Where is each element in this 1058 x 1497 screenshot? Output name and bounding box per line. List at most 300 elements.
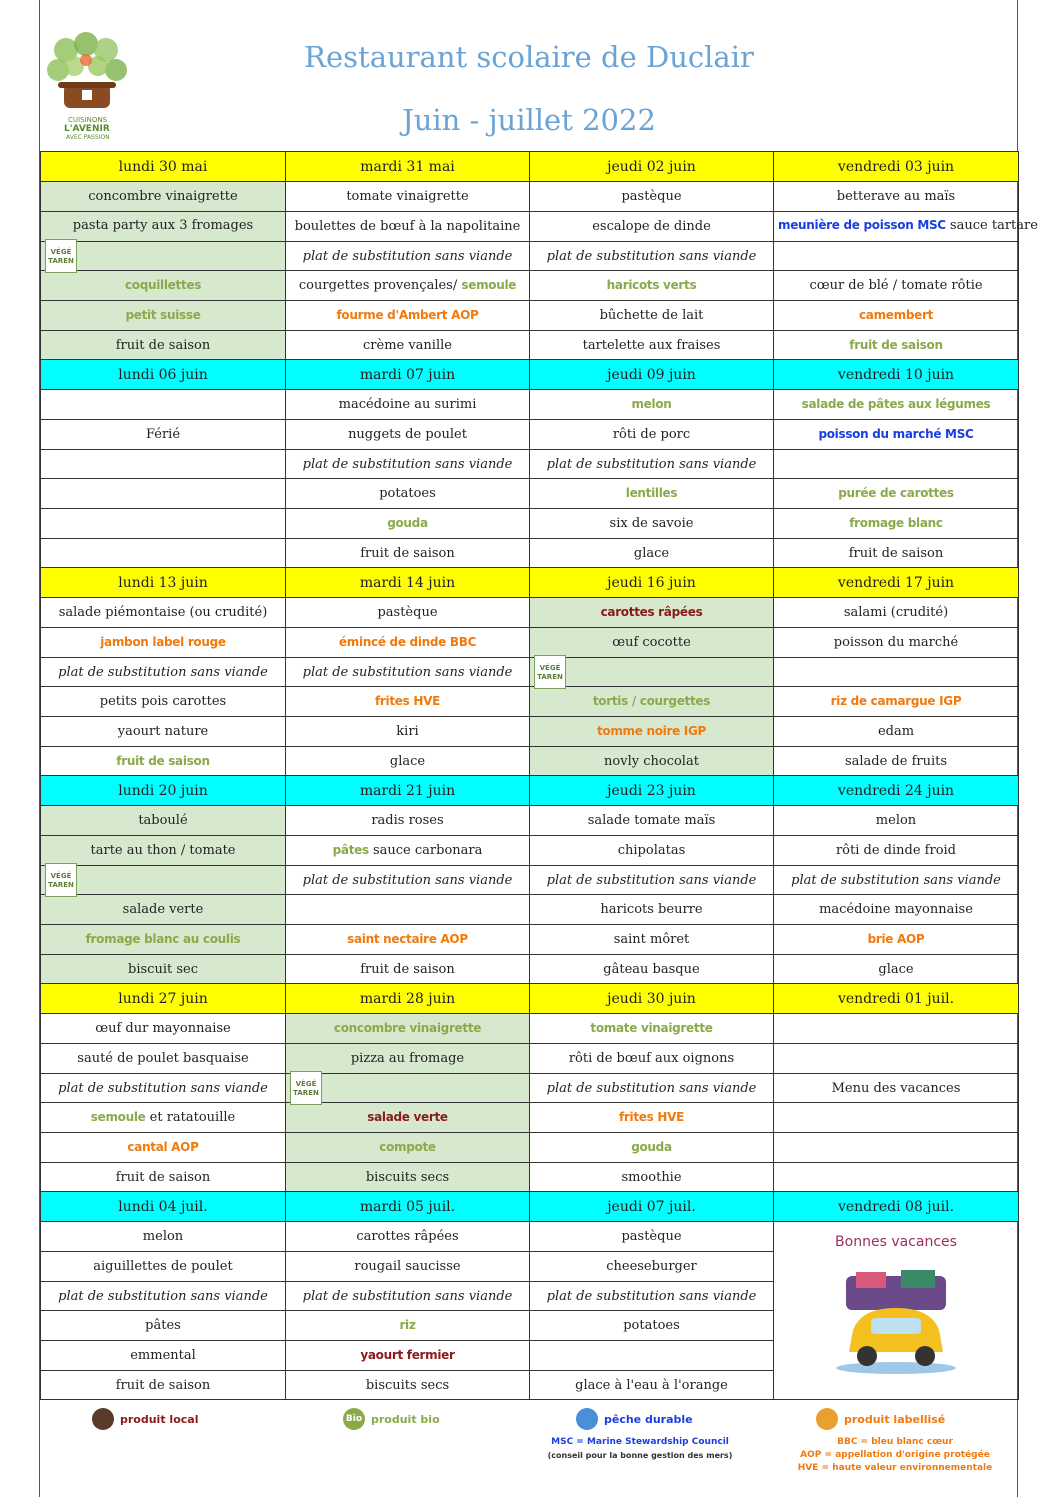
menu-cell bbox=[530, 687, 774, 717]
dish-text: tortis / courgettes bbox=[592, 694, 711, 708]
dish-text: gouda bbox=[387, 516, 428, 530]
bio-label: semoule bbox=[461, 278, 517, 292]
menu-cell bbox=[41, 1074, 286, 1103]
menu-cell bbox=[41, 420, 286, 450]
day-header: vendredi 01 juil. bbox=[774, 984, 1019, 1014]
menu-row bbox=[41, 806, 1019, 836]
dish-text: bûchette de lait bbox=[599, 308, 704, 323]
dish-text: smoothie bbox=[621, 1169, 682, 1185]
dish-text: plat de substitution sans viande bbox=[58, 664, 268, 680]
vegetarian-badge-icon: VÉGÉ TAREN bbox=[45, 863, 77, 897]
dish-text: betterave au maïs bbox=[836, 189, 956, 204]
menu-cell bbox=[41, 1103, 286, 1133]
day-header-row bbox=[41, 984, 1019, 1014]
bio-product-icon: Bio bbox=[343, 1408, 365, 1430]
day-header: vendredi 08 juil. bbox=[774, 1192, 1019, 1222]
menu-cell bbox=[41, 747, 286, 776]
menu-cell bbox=[41, 479, 286, 509]
day-header: lundi 20 juin bbox=[41, 776, 286, 806]
day-header: jeudi 07 juil. bbox=[530, 1192, 774, 1222]
day-header: vendredi 17 juin bbox=[774, 568, 1019, 598]
legend-labellise-label: produit labellisé bbox=[844, 1412, 946, 1426]
menu-cell bbox=[530, 1282, 774, 1311]
menu-cell bbox=[41, 658, 286, 687]
day-header-row bbox=[41, 776, 1019, 806]
menu-row bbox=[41, 925, 1019, 955]
dish-text: edam bbox=[877, 724, 915, 739]
day-header-row bbox=[41, 568, 1019, 598]
menu-cell bbox=[286, 301, 530, 331]
dish-text: plat de substitution sans viande bbox=[546, 872, 757, 888]
menu-cell bbox=[774, 539, 1019, 568]
dish-text: rôti de dinde froid bbox=[835, 843, 957, 858]
day-header: mardi 14 juin bbox=[286, 568, 530, 598]
dish-text: glace à l'eau à l'orange bbox=[575, 1377, 728, 1393]
dish-text: concombre vinaigrette bbox=[88, 189, 238, 204]
menu-cell bbox=[530, 895, 774, 925]
menu-cell bbox=[41, 1222, 286, 1252]
legend-msc-note: MSC = Marine Stewardship Council (conseil pour la bonne gestion des mers) bbox=[547, 1437, 733, 1460]
menu-cell bbox=[530, 450, 774, 479]
day-header: mardi 07 juin bbox=[286, 360, 530, 390]
menu-cell bbox=[530, 598, 774, 628]
day-header-row bbox=[41, 360, 1019, 390]
menu-cell bbox=[774, 182, 1019, 212]
menu-cell bbox=[41, 687, 286, 717]
menu-cell bbox=[41, 1014, 286, 1044]
menu-cell bbox=[286, 925, 530, 955]
dish-text: plat de substitution sans viande bbox=[58, 1288, 268, 1304]
menu-cell bbox=[530, 1371, 774, 1400]
dish-text: fromage blanc bbox=[849, 516, 943, 530]
menu-cell bbox=[774, 390, 1019, 420]
dish-text: salade verte bbox=[122, 902, 204, 917]
dish-text: carottes râpées bbox=[600, 605, 703, 619]
menu-cell bbox=[774, 1044, 1019, 1074]
day-header-row bbox=[41, 152, 1019, 182]
dish-text: novly chocolat bbox=[604, 753, 699, 769]
logo-text-1: CUISINONS bbox=[68, 116, 108, 124]
dish-text: salade de fruits bbox=[844, 753, 948, 769]
menu-row bbox=[41, 836, 1019, 866]
dish-text: gouda bbox=[631, 1140, 672, 1154]
menu-cell bbox=[41, 1371, 286, 1400]
menu-cell bbox=[286, 806, 530, 836]
msc-label: meunière de poisson MSC bbox=[778, 218, 946, 232]
dish-text: plat de substitution sans viande bbox=[546, 248, 757, 264]
day-header: mardi 28 juin bbox=[286, 984, 530, 1014]
menu-cell bbox=[41, 628, 286, 658]
dish-text: plat de substitution sans viande bbox=[546, 456, 757, 472]
vacation-car-illustration bbox=[831, 1268, 961, 1378]
dish-text: sauce carbonara bbox=[372, 843, 483, 858]
menu-cell bbox=[286, 717, 530, 747]
menu-cell bbox=[41, 301, 286, 331]
day-header: jeudi 09 juin bbox=[530, 360, 774, 390]
menu-cell bbox=[41, 925, 286, 955]
menu-cell bbox=[41, 1311, 286, 1341]
menu-cell bbox=[286, 658, 530, 687]
menu-cell bbox=[774, 1014, 1019, 1044]
menu-cell bbox=[286, 450, 530, 479]
menu-cell bbox=[530, 1103, 774, 1133]
menu-cell bbox=[530, 479, 774, 509]
menu-row bbox=[41, 866, 1019, 895]
menu-cell bbox=[774, 509, 1019, 539]
legend-local-label: produit local bbox=[120, 1412, 199, 1426]
dish-text: haricots verts bbox=[606, 278, 697, 292]
dish-text: biscuit sec bbox=[128, 961, 198, 977]
bio-label: pâtes bbox=[332, 843, 369, 857]
menu-cell bbox=[774, 806, 1019, 836]
menu-row bbox=[41, 301, 1019, 331]
day-header: mardi 21 juin bbox=[286, 776, 530, 806]
dish-text: brie AOP bbox=[867, 932, 925, 946]
menu-row bbox=[41, 182, 1019, 212]
menu-cell bbox=[41, 1282, 286, 1311]
dish-text: glace bbox=[389, 753, 426, 769]
menu-cell bbox=[286, 1222, 530, 1252]
dish-text: courgettes provençales/ bbox=[298, 278, 458, 293]
menu-row bbox=[41, 747, 1019, 776]
day-header: lundi 27 juin bbox=[41, 984, 286, 1014]
menu-cell bbox=[286, 687, 530, 717]
menu-row bbox=[41, 271, 1019, 301]
menu-cell bbox=[41, 836, 286, 866]
legend-bio-label: produit bio bbox=[371, 1412, 440, 1426]
menu-cell bbox=[530, 242, 774, 271]
dish-text: poisson du marché MSC bbox=[818, 427, 974, 441]
dish-text: cantal AOP bbox=[127, 1140, 199, 1154]
dish-text: émincé de dinde BBC bbox=[338, 635, 477, 649]
dish-text: fruit de saison bbox=[116, 753, 210, 768]
legend-label-notes: BBC = bleu blanc cœur AOP = appellation d'origine protégée HVE = haute valeur environnementale bbox=[797, 1437, 993, 1473]
dish-text: fruit de saison bbox=[115, 1377, 211, 1393]
menu-cell bbox=[774, 658, 1019, 687]
bio-label: semoule bbox=[90, 1110, 146, 1124]
menu-cell bbox=[286, 1371, 530, 1400]
dish-text: plat de substitution sans viande bbox=[302, 456, 513, 472]
menu-row bbox=[41, 895, 1019, 925]
menu-cell bbox=[41, 955, 286, 984]
menu-cell bbox=[530, 1311, 774, 1341]
dish-text: plat de substitution sans viande bbox=[791, 872, 1001, 888]
dish-text: boulettes de bœuf à la napolitaine bbox=[294, 219, 521, 234]
dish-text: poisson du marché bbox=[833, 635, 959, 650]
logo-text-2: L'AVENIR bbox=[64, 124, 110, 134]
dish-text: salade de pâtes aux légumes bbox=[801, 397, 991, 411]
dish-text: plat de substitution sans viande bbox=[58, 1080, 268, 1096]
dish-text: œuf dur mayonnaise bbox=[95, 1021, 231, 1036]
menu-cell bbox=[530, 1074, 774, 1103]
dish-text: tomate vinaigrette bbox=[346, 189, 469, 204]
dish-text: pastèque bbox=[377, 605, 438, 620]
menu-cell bbox=[530, 390, 774, 420]
dish-text: tartelette aux fraises bbox=[582, 337, 721, 353]
menu-cell bbox=[530, 955, 774, 984]
dish-text: salade verte bbox=[367, 1110, 448, 1124]
menu-cell bbox=[286, 420, 530, 450]
menu-cell bbox=[774, 866, 1019, 895]
dish-text: kiri bbox=[396, 724, 419, 739]
dish-text: carottes râpées bbox=[356, 1229, 459, 1244]
menu-row bbox=[41, 687, 1019, 717]
menu-cell bbox=[530, 509, 774, 539]
dish-text: saint nectaire AOP bbox=[347, 932, 468, 946]
menu-cell bbox=[774, 212, 1038, 242]
dish-text: sauce tartare bbox=[949, 218, 1038, 233]
day-header: jeudi 30 juin bbox=[530, 984, 774, 1014]
menu-cell bbox=[774, 1133, 1019, 1163]
menu-cell bbox=[41, 1044, 286, 1074]
dish-text: petit suisse bbox=[125, 308, 201, 322]
vegetarian-badge-icon: VÉGÉ TAREN bbox=[534, 655, 566, 689]
dish-text: plat de substitution sans viande bbox=[546, 1080, 757, 1096]
dish-text: œuf cocotte bbox=[612, 635, 691, 650]
menu-cell bbox=[774, 628, 1019, 658]
page-title: Restaurant scolaire de Duclair bbox=[304, 40, 754, 74]
menu-cell bbox=[286, 509, 530, 539]
dish-text: sauté de poulet basquaise bbox=[77, 1051, 249, 1066]
menu-cell bbox=[286, 212, 530, 242]
menu-row bbox=[41, 539, 1019, 568]
dish-text: plat de substitution sans viande bbox=[302, 1288, 513, 1304]
menu-cell bbox=[530, 212, 774, 242]
menu-cell bbox=[774, 1222, 1019, 1400]
dish-text: fruit de saison bbox=[849, 337, 943, 352]
menu-cell bbox=[774, 450, 1019, 479]
menu-cell bbox=[286, 1074, 530, 1103]
menu-row bbox=[41, 242, 1019, 271]
dish-text: rougail saucisse bbox=[354, 1259, 461, 1274]
menu-cell bbox=[286, 836, 530, 866]
menu-cell bbox=[41, 539, 286, 568]
menu-cell bbox=[286, 1133, 530, 1163]
menu-cell bbox=[774, 1163, 1019, 1192]
dish-text: pizza au fromage bbox=[350, 1051, 465, 1066]
menu-cell bbox=[530, 331, 774, 360]
menu-cell bbox=[41, 1252, 286, 1282]
menu-cell bbox=[774, 955, 1019, 984]
menu-cell bbox=[530, 1133, 774, 1163]
menu-cell bbox=[530, 836, 774, 866]
menu-cell bbox=[286, 331, 530, 360]
dish-text: fruit de saison bbox=[115, 1169, 211, 1185]
menu-cell bbox=[286, 539, 530, 568]
menu-cell bbox=[530, 658, 774, 687]
menu-cell bbox=[530, 806, 774, 836]
legend-peche bbox=[576, 1408, 693, 1430]
dish-text: plat de substitution sans viande bbox=[546, 1288, 757, 1304]
day-header: mardi 31 mai bbox=[286, 152, 530, 182]
day-header: mardi 05 juil. bbox=[286, 1192, 530, 1222]
dish-text: emmental bbox=[130, 1348, 196, 1363]
fish-icon bbox=[576, 1408, 598, 1430]
menu-cell bbox=[286, 1282, 530, 1311]
menu-row bbox=[41, 598, 1019, 628]
dish-text: potatoes bbox=[379, 486, 436, 501]
dish-text: fromage blanc au coulis bbox=[85, 932, 241, 946]
menu-cell bbox=[530, 1163, 774, 1192]
dish-text: petits pois carottes bbox=[99, 694, 227, 709]
dish-text: pâtes bbox=[145, 1318, 181, 1333]
menu-cell bbox=[286, 866, 530, 895]
dish-text: frites HVE bbox=[375, 694, 440, 708]
menu-row bbox=[41, 390, 1019, 420]
menu-row bbox=[41, 1103, 1019, 1133]
menu-row bbox=[41, 1044, 1019, 1074]
day-header-row bbox=[41, 1192, 1019, 1222]
page-subtitle: Juin - juillet 2022 bbox=[402, 103, 656, 137]
label-medal-icon bbox=[816, 1408, 838, 1430]
menu-row bbox=[41, 1222, 1019, 1252]
menu-cell bbox=[530, 747, 774, 776]
dish-text: escalope de dinde bbox=[592, 219, 711, 234]
dish-text: coquillettes bbox=[124, 278, 202, 292]
dish-text: yaourt nature bbox=[117, 724, 209, 739]
menu-cell bbox=[530, 182, 774, 212]
day-header: vendredi 03 juin bbox=[774, 152, 1019, 182]
dish-text: saint môret bbox=[613, 932, 690, 947]
menu-cell bbox=[530, 271, 774, 301]
menu-cell bbox=[530, 717, 774, 747]
menu-cell bbox=[41, 717, 286, 747]
menu-cell bbox=[530, 1341, 774, 1371]
menu-cell bbox=[41, 242, 286, 271]
menu-cell bbox=[41, 1341, 286, 1371]
menu-cell bbox=[41, 212, 286, 242]
menu-row bbox=[41, 212, 1019, 242]
dish-text: riz bbox=[399, 1318, 416, 1332]
dish-text: et ratatouille bbox=[149, 1110, 236, 1125]
menu-cell bbox=[286, 1252, 530, 1282]
dish-text: tarte au thon / tomate bbox=[90, 843, 236, 858]
dish-text: frites HVE bbox=[619, 1110, 684, 1124]
dish-text: rôti de bœuf aux oignons bbox=[568, 1051, 735, 1066]
menu-cell bbox=[774, 420, 1019, 450]
dish-text: Menu des vacances bbox=[831, 1080, 961, 1096]
dish-text: riz de camargue IGP bbox=[830, 694, 962, 708]
dish-text: fruit de saison bbox=[848, 545, 944, 561]
menu-row bbox=[41, 717, 1019, 747]
menu-cell bbox=[41, 331, 286, 360]
dish-text: gâteau basque bbox=[603, 961, 700, 977]
dish-text: compote bbox=[379, 1140, 436, 1154]
menu-row bbox=[41, 628, 1019, 658]
day-header: vendredi 10 juin bbox=[774, 360, 1019, 390]
menu-cell bbox=[286, 271, 530, 301]
menu-cell bbox=[530, 1252, 774, 1282]
menu-row bbox=[41, 450, 1019, 479]
dish-text: macédoine au surimi bbox=[338, 397, 477, 412]
menu-cell bbox=[774, 242, 1019, 271]
dish-text: salade piémontaise (ou crudité) bbox=[58, 605, 268, 620]
vegetarian-badge-icon: VÉGÉ TAREN bbox=[290, 1071, 322, 1105]
dish-text: chipolatas bbox=[617, 843, 686, 858]
dish-text: fruit de saison bbox=[360, 545, 455, 561]
menu-cell bbox=[41, 1163, 286, 1192]
menu-cell bbox=[286, 242, 530, 271]
menu-cell bbox=[530, 628, 774, 658]
menu-cell bbox=[530, 1014, 774, 1044]
dish-text: aiguillettes de poulet bbox=[93, 1259, 233, 1274]
menu-cell bbox=[286, 1014, 530, 1044]
day-header: vendredi 24 juin bbox=[774, 776, 1019, 806]
dish-text: taboulé bbox=[138, 813, 188, 828]
bonnes-vacances-text: Bonnes vacances bbox=[835, 1234, 957, 1250]
dish-text: plat de substitution sans viande bbox=[302, 664, 513, 680]
dish-text: glace bbox=[878, 961, 914, 977]
menu-cell bbox=[41, 598, 286, 628]
menu-row bbox=[41, 955, 1019, 984]
menu-cell bbox=[774, 331, 1019, 360]
dish-text: fruit de saison bbox=[115, 337, 211, 353]
legend-labellise bbox=[816, 1408, 945, 1430]
menu-cell bbox=[41, 450, 286, 479]
menu-cell bbox=[774, 747, 1019, 776]
dish-text: pasta party aux 3 fromages bbox=[72, 218, 254, 233]
menu-row bbox=[41, 1133, 1019, 1163]
menu-row bbox=[41, 658, 1019, 687]
dish-text: salade tomate maïs bbox=[587, 813, 716, 828]
dish-text: Férié bbox=[145, 427, 181, 442]
day-header: lundi 06 juin bbox=[41, 360, 286, 390]
dish-text: salami (crudité) bbox=[843, 605, 949, 620]
vegetarian-badge-icon: VÉGÉ TAREN bbox=[45, 239, 77, 273]
menu-cell bbox=[286, 1163, 530, 1192]
dish-text: tomme noire IGP bbox=[596, 724, 707, 738]
menu-cell bbox=[286, 1044, 530, 1074]
local-product-icon bbox=[92, 1408, 114, 1430]
menu-cell bbox=[774, 1103, 1019, 1133]
dish-text: tomate vinaigrette bbox=[590, 1021, 713, 1035]
dish-text: jambon label rouge bbox=[100, 635, 226, 649]
dish-text: plat de substitution sans viande bbox=[302, 248, 513, 264]
dish-text: pastèque bbox=[621, 1229, 682, 1244]
dish-text: fourme d'Ambert AOP bbox=[336, 308, 479, 322]
menu-cell bbox=[41, 271, 286, 301]
menu-cell bbox=[530, 1044, 774, 1074]
menu-cell bbox=[41, 806, 286, 836]
menu-cell bbox=[286, 955, 530, 984]
dish-text: melon bbox=[631, 397, 672, 411]
day-header: jeudi 16 juin bbox=[530, 568, 774, 598]
menu-cell bbox=[530, 1222, 774, 1252]
menu-cell bbox=[774, 1074, 1019, 1103]
legend-local bbox=[92, 1408, 198, 1430]
menu-cell bbox=[286, 390, 530, 420]
menu-cell bbox=[41, 866, 286, 895]
legend-bio bbox=[343, 1408, 440, 1430]
menu-cell bbox=[530, 925, 774, 955]
menu-cell bbox=[286, 1103, 530, 1133]
dish-text: purée de carottes bbox=[838, 486, 954, 500]
dish-text: nuggets de poulet bbox=[348, 427, 467, 442]
menu-cell bbox=[286, 628, 530, 658]
dish-text: biscuits secs bbox=[365, 1169, 450, 1185]
dish-text: glace bbox=[633, 545, 670, 561]
menu-row bbox=[41, 509, 1019, 539]
menu-cell bbox=[530, 420, 774, 450]
menu-cell bbox=[774, 895, 1019, 925]
menu-cell bbox=[774, 925, 1019, 955]
dish-text: camembert bbox=[858, 308, 934, 322]
dish-text: six de savoie bbox=[609, 516, 694, 531]
menu-cell bbox=[286, 182, 530, 212]
dish-text: haricots beurre bbox=[600, 902, 703, 917]
day-header: jeudi 23 juin bbox=[530, 776, 774, 806]
menu-cell bbox=[286, 747, 530, 776]
